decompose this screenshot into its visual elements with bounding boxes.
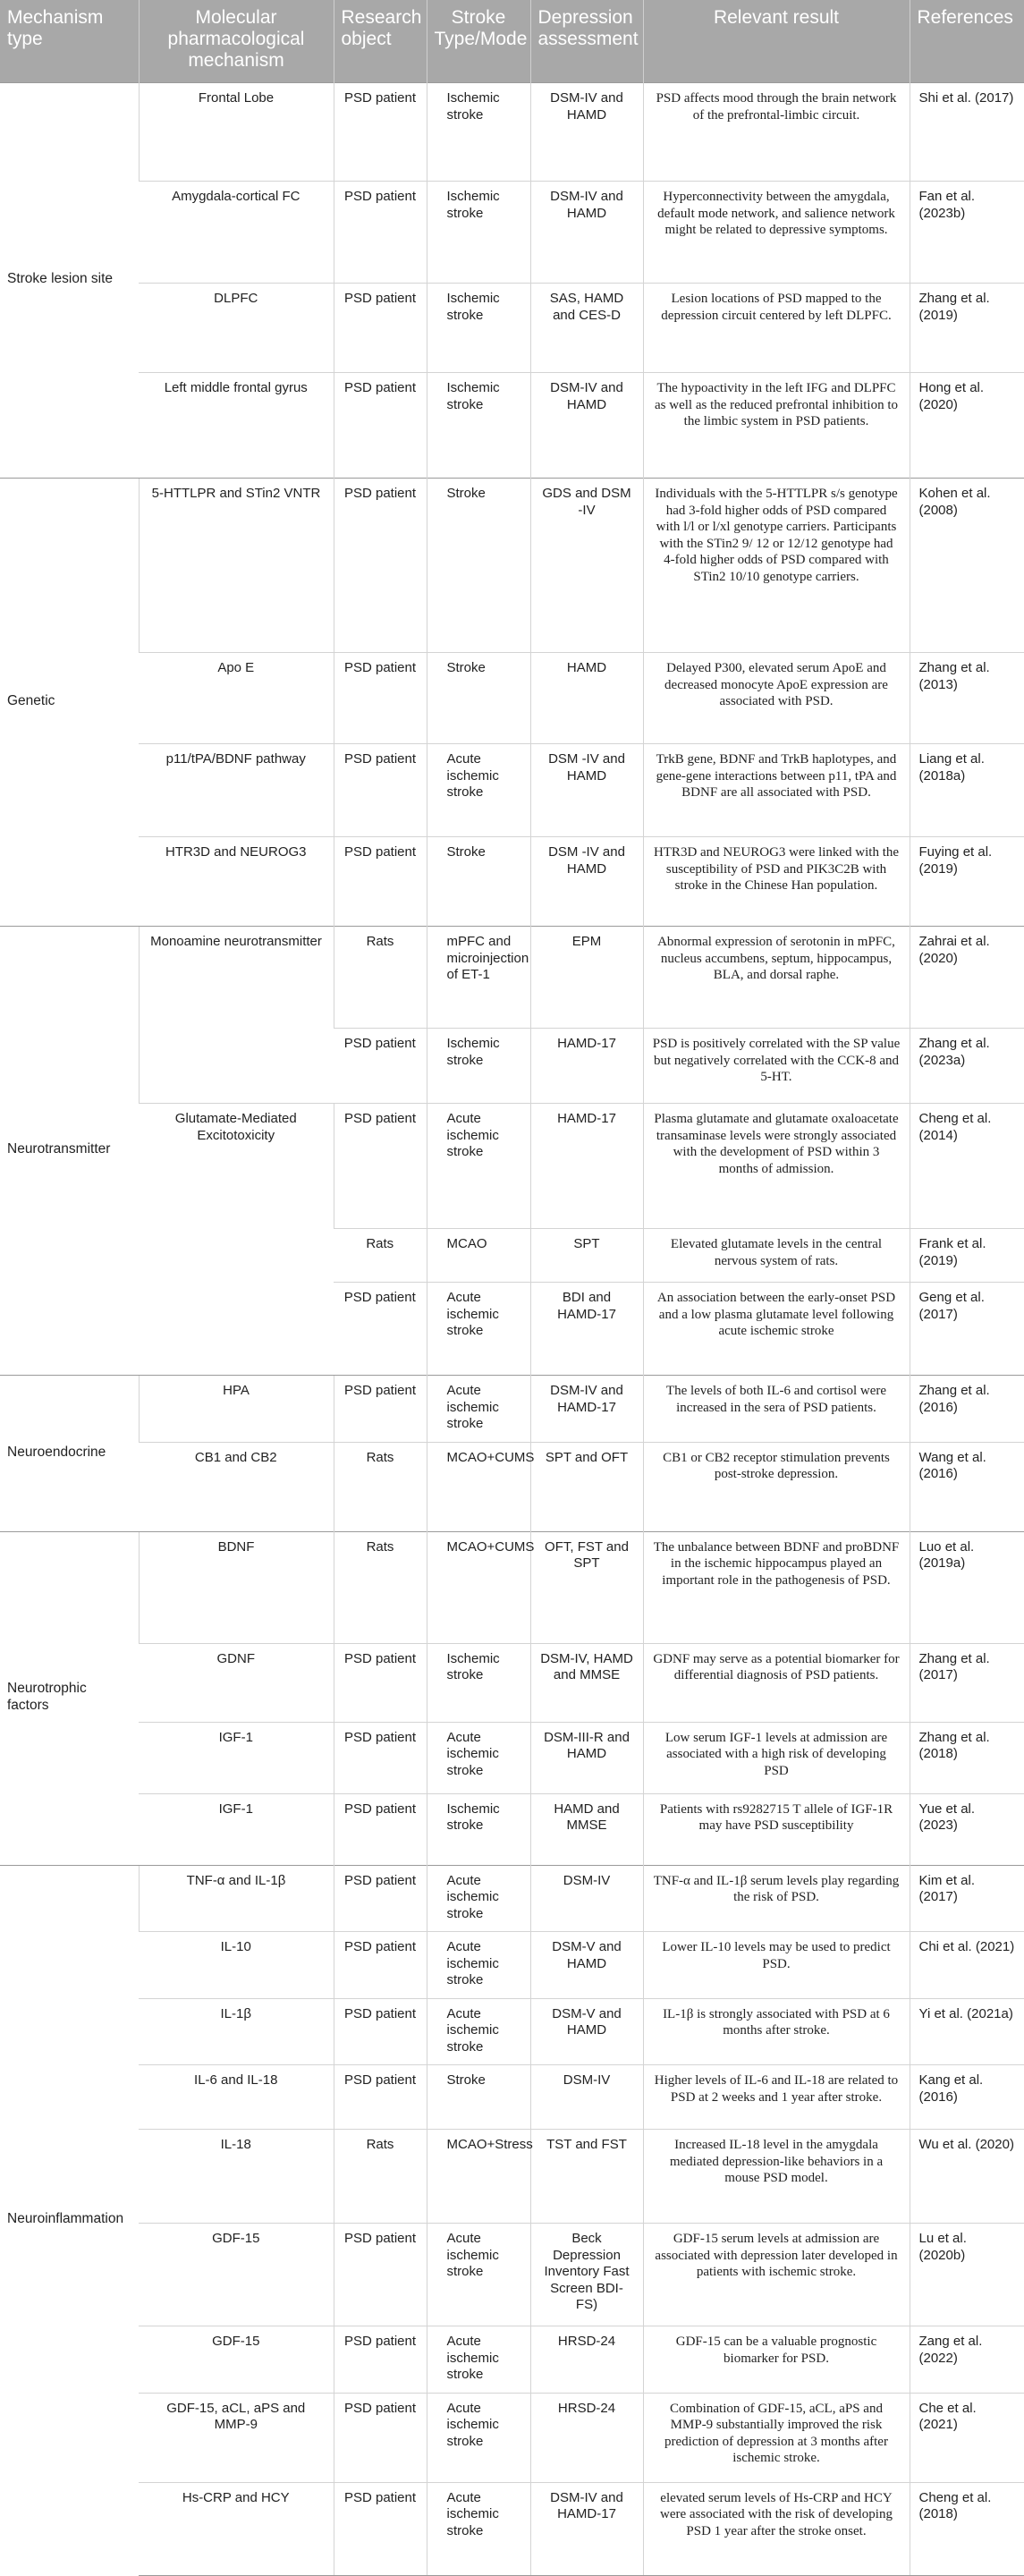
depression-assessment-cell: DSM-IV	[530, 1865, 643, 1932]
molecular-mechanism-cell: IL-18	[139, 2130, 334, 2224]
mechanism-type-cell: Neurotrophic factors	[0, 1531, 139, 1865]
table-row	[0, 2130, 1024, 2224]
molecular-mechanism-cell: GDF-15, aCL, aPS and MMP-9	[139, 2393, 334, 2482]
relevant-result-cell: The levels of both IL-6 and cortisol were increased in the sera of PSD patients.	[643, 1376, 910, 1443]
research-object-cell: PSD patient	[334, 284, 427, 373]
table-row	[0, 2482, 1024, 2575]
stroke-type-cell: Acute ischemic stroke	[427, 2224, 530, 2326]
reference-cell: Fuying et al. (2019)	[910, 837, 1024, 927]
molecular-mechanism-cell: BDNF	[139, 1531, 334, 1643]
table-row	[0, 1932, 1024, 1999]
depression-assessment-cell: DSM -IV and HAMD	[530, 744, 643, 837]
molecular-mechanism-cell: Apo E	[139, 653, 334, 744]
reference-cell: Geng et al. (2017)	[910, 1283, 1024, 1376]
reference-cell: Zhang et al. (2016)	[910, 1376, 1024, 1443]
research-object-cell: Rats	[334, 1442, 427, 1531]
reference-cell: Fan et al. (2023b)	[910, 182, 1024, 284]
depression-assessment-cell: DSM -IV and HAMD	[530, 837, 643, 927]
molecular-mechanism-cell: IGF-1	[139, 1793, 334, 1865]
header-molecular-mechanism: Molecular pharmacological mechanism	[139, 0, 334, 83]
reference-cell: Luo et al. (2019a)	[910, 1531, 1024, 1643]
header-mechanism-type: Mechanism type	[0, 0, 139, 83]
header-relevant-result: Relevant result	[643, 0, 910, 83]
research-object-cell: PSD patient	[334, 1865, 427, 1932]
reference-cell: Yue et al. (2023)	[910, 1793, 1024, 1865]
depression-assessment-cell: OFT, FST and SPT	[530, 1531, 643, 1643]
relevant-result-cell: elevated serum levels of Hs-CRP and HCY were associated with the risk of developing PSD 1 year after the stroke onset.	[643, 2482, 910, 2575]
research-object-cell: PSD patient	[334, 1104, 427, 1229]
depression-assessment-cell: BDI and HAMD-17	[530, 1283, 643, 1376]
table-row	[0, 182, 1024, 284]
relevant-result-cell: Lesion locations of PSD mapped to the depression circuit centered by left DLPFC.	[643, 284, 910, 373]
table-header-row	[0, 0, 1024, 83]
relevant-result-cell: Plasma glutamate and glutamate oxaloacetate transaminase levels were strongly associated with the development of PSD within 3 months of admission.	[643, 1104, 910, 1229]
table-body	[0, 83, 1024, 2576]
table-row	[0, 1531, 1024, 1643]
stroke-type-cell: Acute ischemic stroke	[427, 1376, 530, 1443]
molecular-mechanism-cell: HTR3D and NEUROG3	[139, 837, 334, 927]
research-object-cell: PSD patient	[334, 83, 427, 182]
molecular-mechanism-cell: IL-10	[139, 1932, 334, 1999]
stroke-type-cell: Stroke	[427, 837, 530, 927]
reference-cell: Zahrai et al. (2020)	[910, 927, 1024, 1029]
relevant-result-cell: CB1 or CB2 receptor stimulation prevents post-stroke depression.	[643, 1442, 910, 1531]
depression-assessment-cell: TST and FST	[530, 2130, 643, 2224]
mechanism-type-cell: Genetic	[0, 479, 139, 927]
reference-cell: Frank et al. (2019)	[910, 1229, 1024, 1283]
reference-cell: Kim et al. (2017)	[910, 1865, 1024, 1932]
stroke-type-cell: Ischemic stroke	[427, 1643, 530, 1722]
molecular-mechanism-cell: CB1 and CB2	[139, 1442, 334, 1531]
reference-cell: Zhang et al. (2013)	[910, 653, 1024, 744]
table-row	[0, 83, 1024, 182]
table-row	[0, 653, 1024, 744]
molecular-mechanism-cell: Hs-CRP and HCY	[139, 2482, 334, 2575]
stroke-type-cell: MCAO+CUMS	[427, 1442, 530, 1531]
reference-cell: Zhang et al. (2018)	[910, 1722, 1024, 1793]
reference-cell: Lu et al. (2020b)	[910, 2224, 1024, 2326]
mechanism-type-cell: Neuroendocrine	[0, 1376, 139, 1532]
table-row	[0, 1793, 1024, 1865]
stroke-type-cell: Stroke	[427, 2065, 530, 2130]
research-object-cell: PSD patient	[334, 2482, 427, 2575]
reference-cell: Wu et al. (2020)	[910, 2130, 1024, 2224]
molecular-mechanism-cell: DLPFC	[139, 284, 334, 373]
depression-assessment-cell: GDS and DSM -IV	[530, 479, 643, 653]
research-object-cell: PSD patient	[334, 1029, 427, 1104]
relevant-result-cell: Patients with rs9282715 T allele of IGF-1R may have PSD susceptibility	[643, 1793, 910, 1865]
stroke-type-cell: Ischemic stroke	[427, 373, 530, 479]
depression-assessment-cell: SPT and OFT	[530, 1442, 643, 1531]
depression-assessment-cell: HAMD	[530, 653, 643, 744]
depression-assessment-cell: DSM-III-R and HAMD	[530, 1722, 643, 1793]
reference-cell: Cheng et al. (2014)	[910, 1104, 1024, 1229]
molecular-mechanism-cell: p11/tPA/BDNF pathway	[139, 744, 334, 837]
stroke-type-cell: mPFC and microinjection of ET-1	[427, 927, 530, 1029]
table-row	[0, 1643, 1024, 1722]
molecular-mechanism-cell: Amygdala-cortical FC	[139, 182, 334, 284]
relevant-result-cell: HTR3D and NEUROG3 were linked with the susceptibility of PSD and PIK3C2B with stroke in the Chinese Han population.	[643, 837, 910, 927]
depression-assessment-cell: DSM-IV and HAMD-17	[530, 2482, 643, 2575]
relevant-result-cell: GDF-15 serum levels at admission are associated with depression later developed in patients with ischemic stroke.	[643, 2224, 910, 2326]
depression-assessment-cell: DSM-IV	[530, 2065, 643, 2130]
relevant-result-cell: Delayed P300, elevated serum ApoE and decreased monocyte ApoE expression are associated with PSD.	[643, 653, 910, 744]
molecular-mechanism-cell: TNF-α and IL-1β	[139, 1865, 334, 1932]
research-object-cell: PSD patient	[334, 653, 427, 744]
table-row	[0, 927, 1024, 1029]
depression-assessment-cell: DSM-IV and HAMD-17	[530, 1376, 643, 1443]
mechanism-type-cell: Neurotransmitter	[0, 927, 139, 1376]
relevant-result-cell: GDF-15 can be a valuable prognostic biomarker for PSD.	[643, 2326, 910, 2394]
header-depression-assessment: Depression assessment	[530, 0, 643, 83]
research-object-cell: Rats	[334, 1229, 427, 1283]
stroke-type-cell: MCAO+Stress	[427, 2130, 530, 2224]
research-object-cell: PSD patient	[334, 1643, 427, 1722]
table-row	[0, 2224, 1024, 2326]
stroke-type-cell: Acute ischemic stroke	[427, 744, 530, 837]
reference-cell: Shi et al. (2017)	[910, 83, 1024, 182]
depression-assessment-cell: HRSD-24	[530, 2393, 643, 2482]
depression-assessment-cell: DSM-IV and HAMD	[530, 83, 643, 182]
research-object-cell: PSD patient	[334, 1722, 427, 1793]
research-object-cell: PSD patient	[334, 2393, 427, 2482]
research-object-cell: Rats	[334, 2130, 427, 2224]
reference-cell: Che et al. (2021)	[910, 2393, 1024, 2482]
reference-cell: Hong et al. (2020)	[910, 373, 1024, 479]
table-row	[0, 1865, 1024, 1932]
depression-assessment-cell: SAS, HAMD and CES-D	[530, 284, 643, 373]
stroke-type-cell: Acute ischemic stroke	[427, 2326, 530, 2394]
table-row	[0, 1104, 1024, 1229]
relevant-result-cell: Combination of GDF-15, aCL, aPS and MMP-9 substantially improved the risk prediction of depression at 3 months after ischemic stroke.	[643, 2393, 910, 2482]
table-row	[0, 2065, 1024, 2130]
relevant-result-cell: PSD is positively correlated with the SP value but negatively correlated with the CCK-8 and 5-HT.	[643, 1029, 910, 1104]
reference-cell: Chi et al. (2021)	[910, 1932, 1024, 1999]
relevant-result-cell: Individuals with the 5-HTTLPR s/s genotype had 3-fold higher odds of PSD compared with l/l or l/xl genotype carriers. Participants with the STin2 9/ 12 or 12/12 genotype had 4-fold higher odds of PSD compared with STin2 10/10 genotype carriers.	[643, 479, 910, 653]
reference-cell: Yi et al. (2021a)	[910, 1998, 1024, 2065]
stroke-type-cell: Ischemic stroke	[427, 1793, 530, 1865]
research-object-cell: PSD patient	[334, 2326, 427, 2394]
table-row	[0, 837, 1024, 927]
table-row	[0, 284, 1024, 373]
stroke-type-cell: Ischemic stroke	[427, 182, 530, 284]
relevant-result-cell: Hyperconnectivity between the amygdala, default mode network, and salience network might be related to depressive symptoms.	[643, 182, 910, 284]
research-object-cell: PSD patient	[334, 1932, 427, 1999]
relevant-result-cell: The unbalance between BDNF and proBDNF in the ischemic hippocampus played an important role in the pathogenesis of PSD.	[643, 1531, 910, 1643]
table-row	[0, 1998, 1024, 2065]
research-object-cell: Rats	[334, 927, 427, 1029]
reference-cell: Cheng et al. (2018)	[910, 2482, 1024, 2575]
research-object-cell: PSD patient	[334, 1376, 427, 1443]
relevant-result-cell: TrkB gene, BDNF and TrkB haplotypes, and gene-gene interactions between p11, tPA and BDNF are all associated with PSD.	[643, 744, 910, 837]
stroke-type-cell: Acute ischemic stroke	[427, 1104, 530, 1229]
molecular-mechanism-cell: Frontal Lobe	[139, 83, 334, 182]
reference-cell: Kohen et al. (2008)	[910, 479, 1024, 653]
stroke-type-cell: MCAO	[427, 1229, 530, 1283]
depression-assessment-cell: EPM	[530, 927, 643, 1029]
table-row	[0, 1376, 1024, 1443]
relevant-result-cell: IL-1β is strongly associated with PSD at 6 months after stroke.	[643, 1998, 910, 2065]
header-references: References	[910, 0, 1024, 83]
header-stroke-type: Stroke Type/Mode	[427, 0, 530, 83]
reference-cell: Kang et al. (2016)	[910, 2065, 1024, 2130]
research-object-cell: PSD patient	[334, 2224, 427, 2326]
research-object-cell: Rats	[334, 1531, 427, 1643]
stroke-type-cell: Acute ischemic stroke	[427, 1932, 530, 1999]
reference-cell: Liang et al. (2018a)	[910, 744, 1024, 837]
relevant-result-cell: GDNF may serve as a potential biomarker for differential diagnosis of PSD patients.	[643, 1643, 910, 1722]
stroke-type-cell: Acute ischemic stroke	[427, 1283, 530, 1376]
depression-assessment-cell: Beck Depression Inventory Fast Screen BDI-FS)	[530, 2224, 643, 2326]
molecular-mechanism-cell: IGF-1	[139, 1722, 334, 1793]
research-object-cell: PSD patient	[334, 182, 427, 284]
depression-assessment-cell: DSM-IV and HAMD	[530, 373, 643, 479]
relevant-result-cell: An association between the early-onset PSD and a low plasma glutamate level following acute ischemic stroke	[643, 1283, 910, 1376]
table-row	[0, 1722, 1024, 1793]
stroke-type-cell: Ischemic stroke	[427, 284, 530, 373]
reference-cell: Zang et al. (2022)	[910, 2326, 1024, 2394]
stroke-type-cell: Ischemic stroke	[427, 1029, 530, 1104]
reference-cell: Zhang et al. (2023a)	[910, 1029, 1024, 1104]
molecular-mechanism-cell: GDF-15	[139, 2326, 334, 2394]
research-object-cell: PSD patient	[334, 744, 427, 837]
molecular-mechanism-cell: HPA	[139, 1376, 334, 1443]
depression-assessment-cell: HAMD-17	[530, 1104, 643, 1229]
relevant-result-cell: PSD affects mood through the brain network of the prefrontal-limbic circuit.	[643, 83, 910, 182]
relevant-result-cell: Elevated glutamate levels in the central nervous system of rats.	[643, 1229, 910, 1283]
stroke-type-cell: Stroke	[427, 479, 530, 653]
relevant-result-cell: Lower IL-10 levels may be used to predict PSD.	[643, 1932, 910, 1999]
mechanism-type-cell: Neuroinflammation	[0, 1865, 139, 2575]
reference-cell: Zhang et al. (2019)	[910, 284, 1024, 373]
relevant-result-cell: Increased IL-18 level in the amygdala mediated depression-like behaviors in a mouse PSD model.	[643, 2130, 910, 2224]
molecular-mechanism-cell: Glutamate-Mediated Excitotoxicity	[139, 1104, 334, 1376]
research-object-cell: PSD patient	[334, 1998, 427, 2065]
relevant-result-cell: TNF-α and IL-1β serum levels play regarding the risk of PSD.	[643, 1865, 910, 1932]
table-row	[0, 744, 1024, 837]
depression-assessment-cell: HAMD-17	[530, 1029, 643, 1104]
stroke-type-cell: MCAO+CUMS	[427, 1531, 530, 1643]
relevant-result-cell: The hypoactivity in the left IFG and DLPFC as well as the reduced prefrontal inhibition to the limbic system in PSD patients.	[643, 373, 910, 479]
research-object-cell: PSD patient	[334, 1793, 427, 1865]
depression-assessment-cell: DSM-IV, HAMD and MMSE	[530, 1643, 643, 1722]
research-object-cell: PSD patient	[334, 837, 427, 927]
molecular-mechanism-cell: IL-6 and IL-18	[139, 2065, 334, 2130]
stroke-type-cell: Ischemic stroke	[427, 83, 530, 182]
molecular-mechanism-cell: IL-1β	[139, 1998, 334, 2065]
research-object-cell: PSD patient	[334, 479, 427, 653]
molecular-mechanism-cell: 5-HTTLPR and STin2 VNTR	[139, 479, 334, 653]
reference-cell: Wang et al. (2016)	[910, 1442, 1024, 1531]
reference-cell: Zhang et al. (2017)	[910, 1643, 1024, 1722]
mechanism-type-cell: Stroke lesion site	[0, 83, 139, 479]
relevant-result-cell: Abnormal expression of serotonin in mPFC, nucleus accumbens, septum, hippocampus, BLA, and dorsal raphe.	[643, 927, 910, 1029]
research-object-cell: PSD patient	[334, 2065, 427, 2130]
stroke-type-cell: Acute ischemic stroke	[427, 1865, 530, 1932]
table-row	[0, 479, 1024, 653]
header-research-object: Research object	[334, 0, 427, 83]
table-row	[0, 2326, 1024, 2394]
stroke-type-cell: Acute ischemic stroke	[427, 1998, 530, 2065]
relevant-result-cell: Low serum IGF-1 levels at admission are associated with a high risk of developing PSD	[643, 1722, 910, 1793]
research-object-cell: PSD patient	[334, 1283, 427, 1376]
stroke-type-cell: Acute ischemic stroke	[427, 1722, 530, 1793]
stroke-type-cell: Acute ischemic stroke	[427, 2393, 530, 2482]
depression-assessment-cell: DSM-V and HAMD	[530, 1932, 643, 1999]
stroke-type-cell: Acute ischemic stroke	[427, 2482, 530, 2575]
table-row	[0, 2393, 1024, 2482]
molecular-mechanism-cell: GDNF	[139, 1643, 334, 1722]
depression-assessment-cell: DSM-V and HAMD	[530, 1998, 643, 2065]
depression-assessment-cell: HAMD and MMSE	[530, 1793, 643, 1865]
table-row	[0, 373, 1024, 479]
stroke-type-cell: Stroke	[427, 653, 530, 744]
molecular-mechanism-cell: Left middle frontal gyrus	[139, 373, 334, 479]
table-row	[0, 1442, 1024, 1531]
molecular-mechanism-cell: Monoamine neurotransmitter	[139, 927, 334, 1104]
relevant-result-cell: Higher levels of IL-6 and IL-18 are related to PSD at 2 weeks and 1 year after stroke.	[643, 2065, 910, 2130]
depression-assessment-cell: SPT	[530, 1229, 643, 1283]
depression-assessment-cell: DSM-IV and HAMD	[530, 182, 643, 284]
molecular-mechanism-cell: GDF-15	[139, 2224, 334, 2326]
depression-assessment-cell: HRSD-24	[530, 2326, 643, 2394]
research-object-cell: PSD patient	[334, 373, 427, 479]
